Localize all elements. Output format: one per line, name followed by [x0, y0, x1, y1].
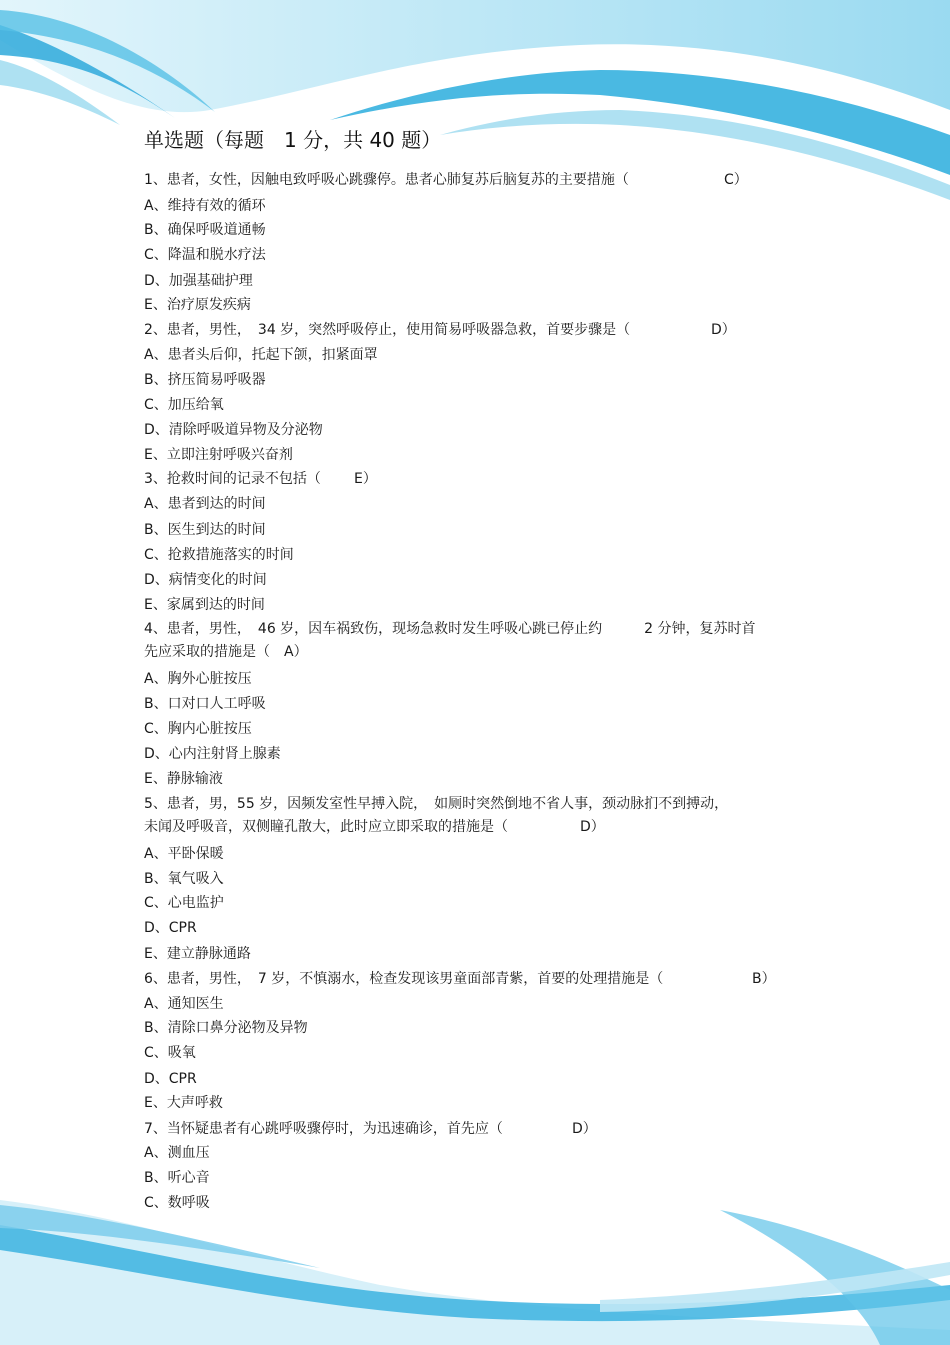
option-line: E、静脉输液: [144, 771, 223, 787]
question-answer: E）: [354, 471, 377, 487]
question-stem-text: 1、患者，女性，因触电致呼吸心跳骤停。患者心肺复苏后脑复苏的主要措施（: [144, 172, 629, 188]
option-line: E、治疗原发疾病: [144, 297, 251, 313]
question-stem-text: 未闻及呼吸音，双侧瞳孔散大，此时应立即采取的措施是（: [144, 819, 508, 835]
option-line: E、立即注射呼吸兴奋剂: [144, 447, 293, 463]
question-answer: D）: [572, 1121, 597, 1137]
option-line: A、患者到达的时间: [144, 496, 266, 512]
option-line: D、加强基础护理: [144, 273, 253, 289]
question-answer: B）: [752, 971, 776, 987]
question-stem-text: 2、患者，男性， 34 岁，突然呼吸停止，使用简易呼吸器急救，首要步骤是（: [144, 322, 631, 338]
question-1-stem: [144, 170, 748, 190]
option-line: B、医生到达的时间: [144, 522, 266, 538]
option-line: C、加压给氧: [144, 397, 224, 413]
option-line: C、降温和脱水疗法: [144, 247, 266, 263]
section-heading: 单选题（每题 1 分，共 40 题）: [144, 128, 442, 152]
question-3-stem: [144, 469, 377, 489]
option-line: C、心电监护: [144, 895, 224, 911]
option-line: B、确保呼吸道通畅: [144, 222, 266, 238]
option-line: D、CPR: [144, 920, 197, 936]
question-answer: D）: [580, 819, 605, 835]
question-4-stem: 4、患者，男性， 46 岁，因车祸致伤，现场急救时发生呼吸心跳已停止约 2 分钟，复苏时首: [144, 621, 756, 637]
option-line: B、挤压简易呼吸器: [144, 372, 266, 388]
question-4-stem-continued: 先应采取的措施是（ A）: [144, 644, 308, 660]
option-line: D、心内注射肾上腺素: [144, 746, 281, 762]
question-5-stem-continued: [144, 817, 605, 837]
question-6-stem: [144, 969, 776, 989]
option-line: C、数呼吸: [144, 1195, 210, 1211]
option-line: E、大声呼救: [144, 1095, 223, 1111]
option-line: A、维持有效的循环: [144, 198, 266, 214]
option-line: B、清除口鼻分泌物及异物: [144, 1020, 308, 1036]
question-7-stem: [144, 1119, 597, 1139]
option-line: B、氧气吸入: [144, 871, 224, 887]
option-line: E、建立静脉通路: [144, 946, 251, 962]
question-stem-text: 7、当怀疑患者有心跳呼吸骤停时，为迅速确诊，首先应（: [144, 1121, 503, 1137]
option-line: B、口对口人工呼吸: [144, 696, 266, 712]
question-answer: D）: [711, 322, 736, 338]
option-line: A、测血压: [144, 1145, 210, 1161]
option-line: A、胸外心脏按压: [144, 671, 252, 687]
option-line: A、通知医生: [144, 996, 224, 1012]
option-line: D、病情变化的时间: [144, 572, 267, 588]
question-answer: C）: [724, 172, 748, 188]
option-line: C、抢救措施落实的时间: [144, 547, 294, 563]
option-line: D、清除呼吸道异物及分泌物: [144, 422, 323, 438]
question-stem-text: 6、患者，男性， 7 岁，不慎溺水，检查发现该男童面部青紫，首要的处理措施是（: [144, 971, 664, 987]
option-line: A、患者头后仰，托起下颌，扣紧面罩: [144, 347, 378, 363]
option-line: C、胸内心脏按压: [144, 721, 252, 737]
option-line: A、平卧保暖: [144, 846, 224, 862]
question-stem-text: 3、抢救时间的记录不包括（: [144, 471, 321, 487]
option-line: D、CPR: [144, 1071, 197, 1087]
option-line: E、家属到达的时间: [144, 597, 265, 613]
option-line: B、听心音: [144, 1170, 210, 1186]
option-line: C、吸氧: [144, 1045, 196, 1061]
question-2-stem: [144, 320, 736, 340]
question-5-stem: 5、患者，男，55 岁，因频发室性早搏入院， 如厕时突然倒地不省人事，颈动脉扪不到搏动，: [144, 796, 729, 812]
